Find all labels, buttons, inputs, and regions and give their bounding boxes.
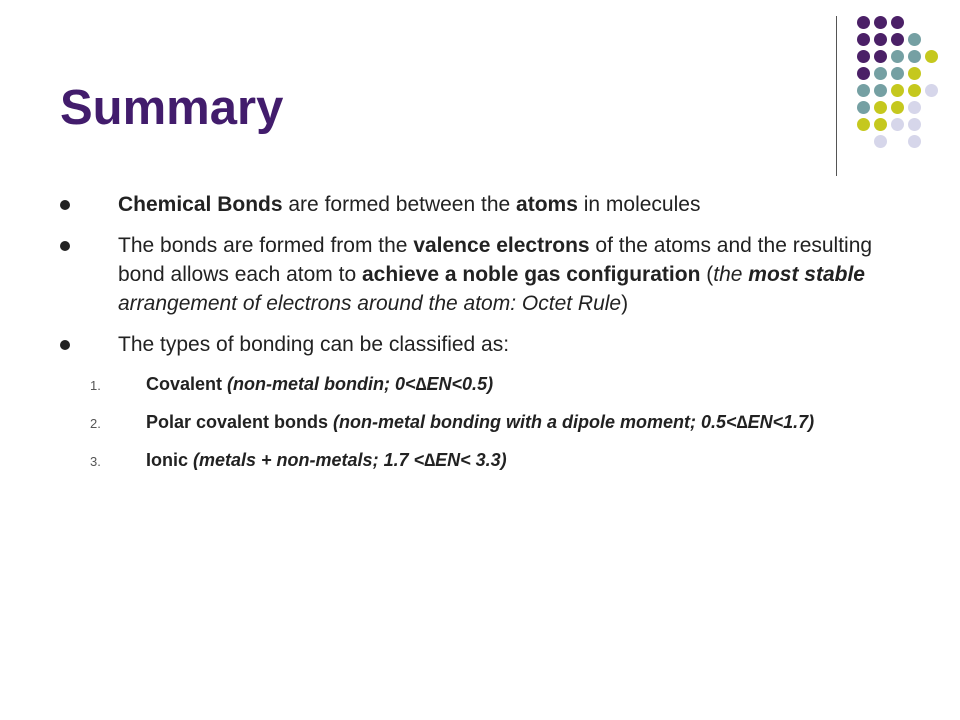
text-run: in molecules — [577, 193, 701, 216]
decorative-dot — [857, 101, 870, 114]
decorative-dot — [908, 67, 921, 80]
decorative-dot — [874, 67, 887, 80]
decorative-dot — [908, 33, 921, 46]
text-run: are formed between the — [282, 193, 517, 216]
decorative-dot — [925, 50, 938, 63]
bullet-item — [60, 330, 920, 359]
bullet-list — [60, 190, 920, 359]
text-run: achieve a noble gas configuration — [361, 263, 701, 286]
decorative-dot — [908, 101, 921, 114]
decorative-dot — [891, 33, 904, 46]
decorative-dot — [891, 16, 904, 29]
text-run: (non-metal bonding with a dipole moment; 0.5<∆EN<1.7) — [333, 412, 815, 432]
text-run: Polar covalent bonds — [146, 412, 334, 432]
decorative-dot — [891, 67, 904, 80]
numbered-item — [60, 447, 920, 473]
title-divider-line — [836, 16, 837, 176]
decorative-dot — [874, 135, 887, 148]
decorative-dot — [908, 118, 921, 131]
text-run: of the atoms and the resulting bond allows each atom to — [118, 234, 873, 286]
text-run: The types of bonding can be classified as: — [118, 333, 510, 356]
decorative-dot — [857, 84, 870, 97]
decorative-dot — [874, 33, 887, 46]
text-run: the — [713, 263, 749, 286]
decorative-dot — [891, 84, 904, 97]
numbered-item — [60, 409, 920, 435]
bullet-dot-icon — [60, 200, 70, 210]
text-run: Ionic — [146, 450, 194, 470]
decorative-dot — [857, 67, 870, 80]
decorative-dot — [857, 16, 870, 29]
text-run: The bonds are formed from the — [118, 234, 414, 257]
decorative-dot — [874, 101, 887, 114]
decorative-dot — [908, 50, 921, 63]
text-run — [748, 263, 865, 286]
decorative-dot — [891, 101, 904, 114]
decorative-dot — [874, 50, 887, 63]
text-run: valence electrons — [413, 234, 590, 257]
text-run: Covalent — [146, 374, 228, 394]
decorative-dot — [857, 33, 870, 46]
decorative-dot — [874, 16, 887, 29]
text-run: (metals + non-metals; 1.7 <∆EN< 3.3) — [193, 450, 507, 470]
item-number: 2. — [90, 416, 101, 431]
item-number: 3. — [90, 454, 101, 469]
text-run: Chemical Bonds — [118, 193, 283, 216]
decorative-dot — [908, 84, 921, 97]
text-run: ) — [621, 292, 629, 315]
text-run: most stable — [748, 263, 865, 286]
text-run: (non-metal bondin; 0<∆EN<0.5) — [227, 374, 494, 394]
decorative-dot — [891, 118, 904, 131]
numbered-item — [60, 371, 920, 397]
slide-content — [60, 190, 920, 485]
bullet-item — [60, 190, 920, 219]
decorative-dot — [874, 84, 887, 97]
decorative-dot — [874, 118, 887, 131]
decorative-dot — [891, 50, 904, 63]
decorative-dot — [925, 84, 938, 97]
bullet-dot-icon — [60, 241, 70, 251]
decorative-dot — [857, 118, 870, 131]
text-run: atoms — [516, 193, 578, 216]
text-run: arrangement of electrons around the atom: Octet Rule — [118, 292, 622, 315]
bullet-dot-icon — [60, 340, 70, 350]
text-run: ( — [700, 263, 714, 286]
numbered-list — [60, 371, 920, 473]
decorative-dot — [857, 50, 870, 63]
bullet-item — [60, 231, 920, 318]
slide-title: Summary — [60, 81, 284, 135]
decorative-dot — [908, 135, 921, 148]
item-number: 1. — [90, 378, 101, 393]
